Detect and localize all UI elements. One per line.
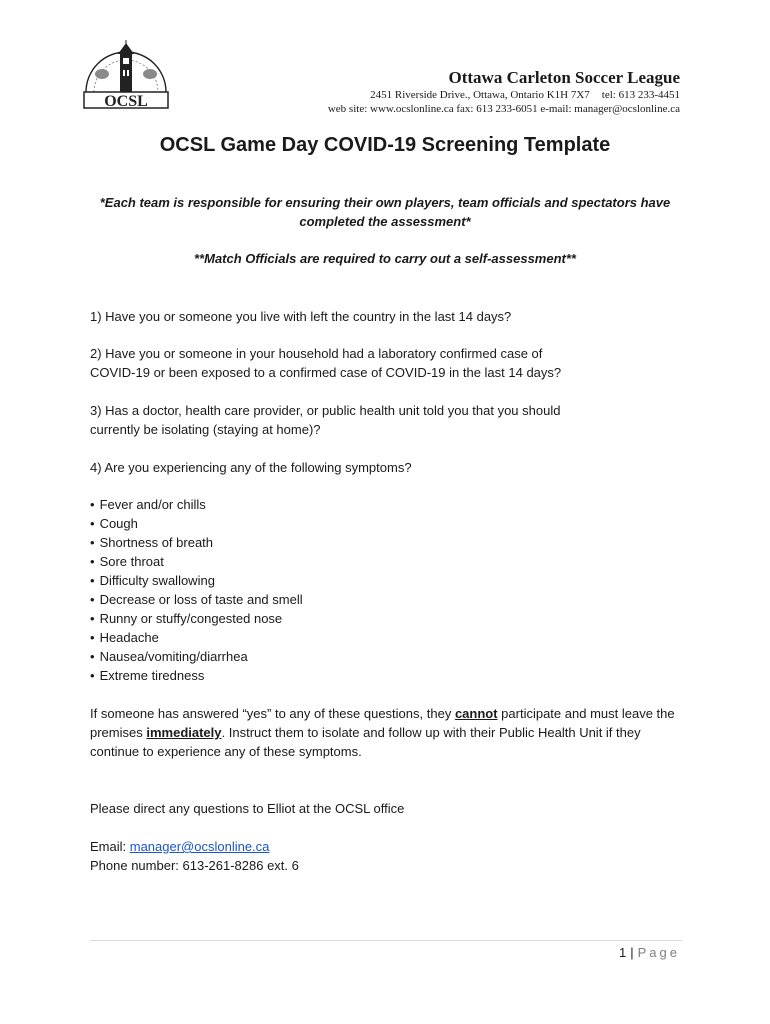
officials-note: **Match Officials are required to carry out a self-assessment** xyxy=(194,251,576,266)
symptom-item: • Decrease or loss of taste and smell xyxy=(90,590,303,609)
organization-name: Ottawa Carleton Soccer League xyxy=(448,68,680,87)
svg-text:OCSL: OCSL xyxy=(104,93,148,110)
question-3: 3) Has a doctor, health care provider, or public health unit told you that you should currently be isolating (staying at home)? xyxy=(90,403,561,437)
symptom-item: • Runny or stuffy/congested nose xyxy=(90,609,303,628)
phone-line: Phone number: 613-261-8286 ext. 6 xyxy=(90,858,299,873)
telephone: tel: 613 233-4451 xyxy=(601,89,680,101)
page-word: Page xyxy=(637,945,680,960)
exclusion-warning xyxy=(90,704,690,761)
cannot-emphasis: cannot xyxy=(454,706,498,721)
symptom-item: • Shortness of breath xyxy=(90,533,303,552)
footer-divider xyxy=(90,940,682,941)
question-1: 1) Have you or someone you live with left the country in the last 14 days? xyxy=(90,309,512,324)
document-title: OCSL Game Day COVID-19 Screening Template xyxy=(159,134,611,156)
symptom-item: • Sore throat xyxy=(90,552,303,571)
address-line xyxy=(328,88,680,102)
contact-line: web site: www.ocslonline.ca fax: 613 233-6051 e-mail: manager@ocslonline.ca xyxy=(327,103,680,115)
symptom-item: • Headache xyxy=(90,628,303,647)
question-2: 2) Have you or someone in your household had a laboratory confirmed case of COVID-19 or been exposed to a confirmed case of COVID-19 in the last 14 days? xyxy=(90,346,562,380)
page-number: 1 xyxy=(619,945,627,960)
warning-text-2: participate and must leave the premises xyxy=(90,706,675,740)
address: 2451 Riverside Drive., Ottawa, Ontario K1H 7X7 xyxy=(370,89,590,101)
symptom-item: • Cough xyxy=(90,514,303,533)
email-label: Email: xyxy=(90,839,130,854)
immediately-emphasis: immediately xyxy=(146,725,222,740)
contact-intro: Please direct any questions to Elliot at the OCSL office xyxy=(90,801,405,816)
question-4: 4) Are you experiencing any of the following symptoms? xyxy=(90,460,412,475)
footer-separator: | xyxy=(630,945,634,960)
symptom-list xyxy=(90,495,303,685)
organization-info xyxy=(328,68,680,116)
symptom-item: • Nausea/vomiting/diarrhea xyxy=(90,647,303,666)
email-link[interactable]: manager@ocslonline.ca xyxy=(129,839,270,854)
warning-text-3: . Instruct them to isolate and follow up with their Public Health Unit if they continue to experience any of these symptoms. xyxy=(90,725,641,759)
email-line xyxy=(90,837,690,856)
symptom-item: • Difficulty swallowing xyxy=(90,571,303,590)
warning-text-1: If someone has answered “yes” to any of these questions, they xyxy=(90,706,455,721)
page-footer xyxy=(619,944,680,962)
team-responsibility-note: *Each team is responsible for ensuring their own players, team officials and spectators have completed the assessment* xyxy=(99,195,671,229)
symptom-item: • Fever and/or chills xyxy=(90,495,303,514)
ocsl-logo xyxy=(78,40,174,110)
symptom-item: • Extreme tiredness xyxy=(90,666,303,685)
